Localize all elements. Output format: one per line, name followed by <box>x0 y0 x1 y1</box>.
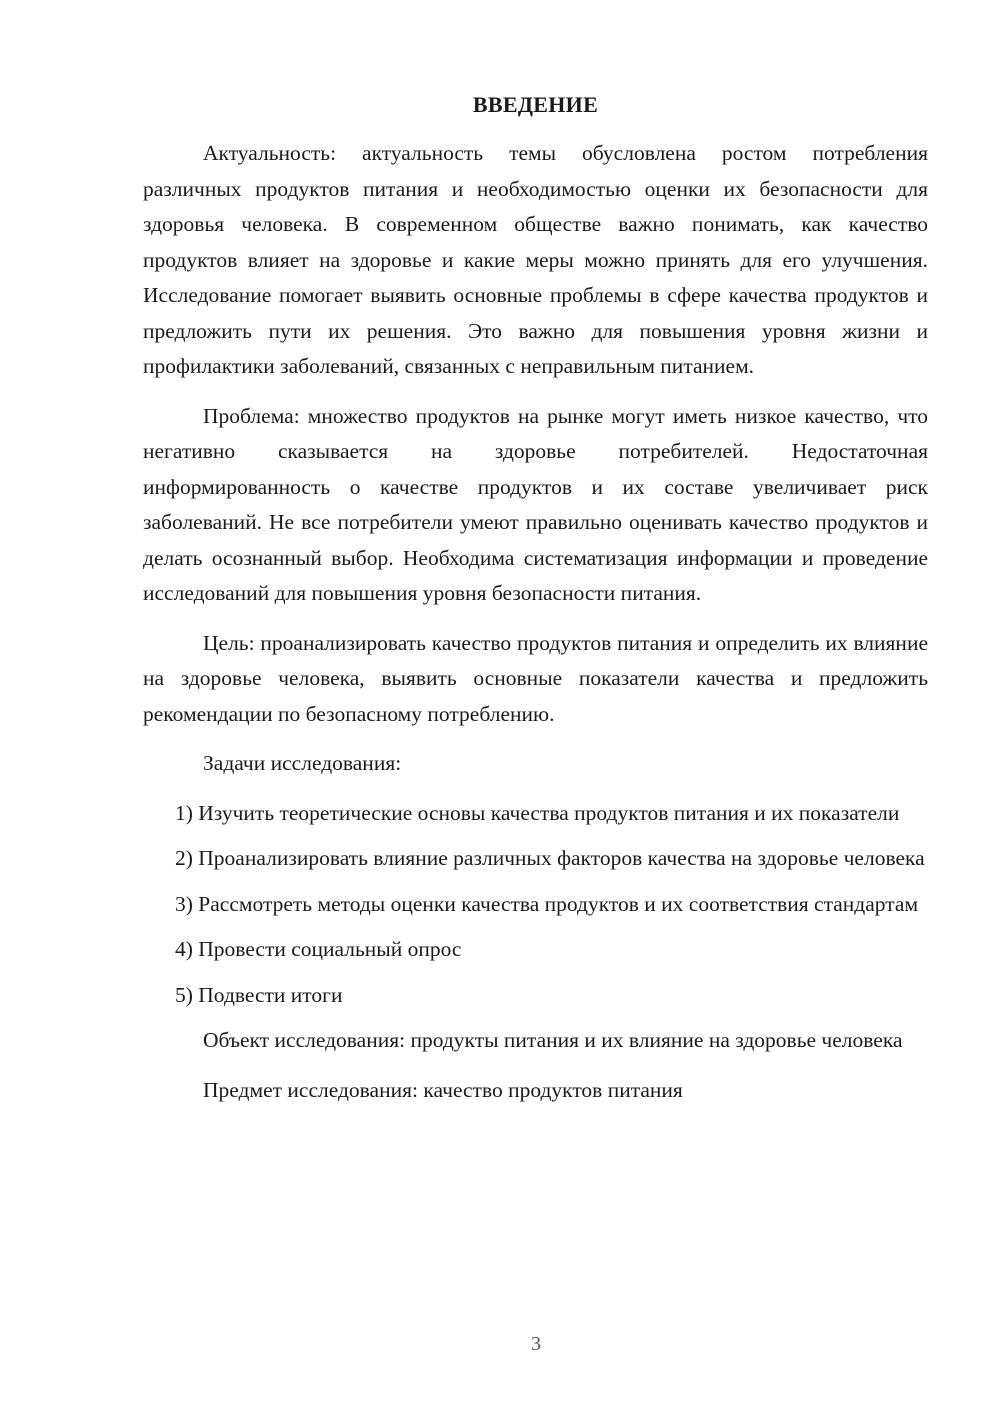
document-page <box>143 92 928 1122</box>
page-number: 3 <box>531 1333 541 1355</box>
list-item: 1) Изучить теоретические основы качества продуктов питания и их показатели <box>175 800 900 825</box>
tasks-heading: Задачи исследования: <box>203 751 402 775</box>
subject-paragraph: Предмет исследования: качество продуктов питания <box>203 1077 683 1102</box>
relevance-paragraph: Актуальность: актуальность темы обусловлена ростом потребления различных продуктов питания и необходимостью оценки их безопасности для здоровья человека. В современном обществе важно понимать, как качество продуктов влияет на здоровье и какие меры можно принять для его улучшения. Исследование помогает выявить основные проблемы в сфере качества продуктов и предложить пути их решения. Это важно для повышения уровня жизни и профилактики заболеваний, связанных с неправильным питанием. <box>143 141 928 378</box>
list-item: 3) Рассмотреть методы оценки качества продуктов и их соответствия стандартам <box>175 891 919 916</box>
object-paragraph: Объект исследования: продукты питания и их влияние на здоровье человека <box>203 1028 903 1052</box>
list-item: 2) Проанализировать влияние различных факторов качества на здоровье человека <box>175 846 925 870</box>
problem-paragraph: Проблема: множество продуктов на рынке могут иметь низкое качество, что негативно сказывается на здоровье потребителей. Недостаточная информированность о качестве продуктов и их составе увеличивает риск заболеваний. Не все потребители умеют правильно оценивать качество продуктов и делать осознанный выбор. Необходима систематизация информации и проведение исследований для повышения уровня безопасности питания. <box>143 403 928 605</box>
list-item: 5) Подвести итоги <box>175 982 343 1007</box>
goal-paragraph: Цель: проанализировать качество продуктов питания и определить их влияние на здоровье человека, выявить основные показатели качества и предложить рекомендации по безопасному потреблению. <box>143 630 928 726</box>
tasks-list <box>143 796 928 1014</box>
page-title: ВВЕДЕНИЕ <box>472 92 599 117</box>
list-item: 4) Провести социальный опрос <box>175 937 462 961</box>
